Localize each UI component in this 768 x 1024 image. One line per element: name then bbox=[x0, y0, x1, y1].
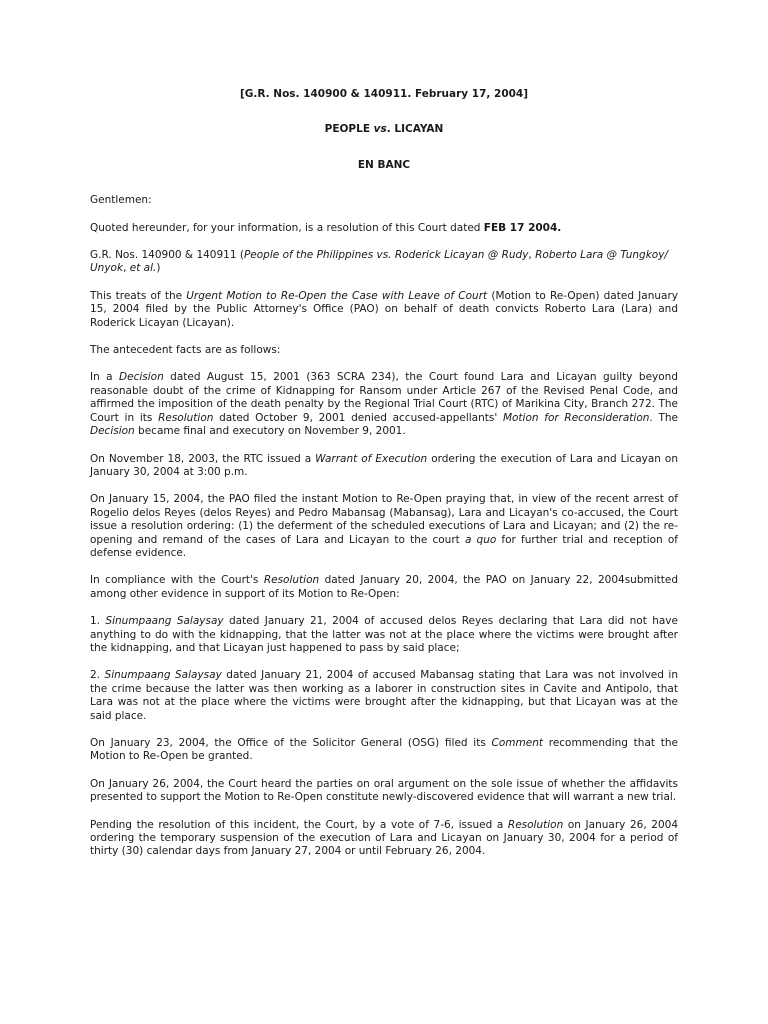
paragraph-osg bbox=[90, 737, 678, 764]
paragraph-hearing: On January 26, 2004, the Court heard the parties on oral argument on the sole issue of whether the affidavits presented to support the Motion to Re-Open constitute newly-discovered evidence that will warrant a new trial. bbox=[90, 777, 678, 804]
span-text: 2. bbox=[90, 669, 105, 682]
paragraph-warrant bbox=[90, 453, 678, 480]
span-italic: Warrant of Execution bbox=[315, 452, 428, 465]
span-text: ) bbox=[156, 262, 161, 275]
resolution-date: FEB 17 2004. bbox=[483, 221, 562, 234]
span-italic: et al. bbox=[129, 262, 157, 275]
case-title-b: . LICAYAN bbox=[386, 123, 444, 136]
case-reference: [G.R. Nos. 140900 & 140911. February 17, 2004] bbox=[239, 88, 529, 100]
span-italic: Resolution bbox=[263, 574, 320, 587]
span-text: On January 15, 2004, the PAO filed the instant Motion to Re-Open praying that, in view of the recent arrest of Rogelio delos Reyes (delos Reyes) and Pedro Mabansag (Mabansag), Lara and Licayan's co-accused, the Court issue a resolution ordering: (1) the deferment of the scheduled executions of Lara and Licayan; and (2) the re-opening and remand of the cases of Lara and Licayan to the court bbox=[90, 493, 678, 546]
paragraph-pending bbox=[90, 819, 678, 859]
paragraph-quoted bbox=[90, 222, 678, 235]
span-italic: a quo bbox=[464, 533, 497, 546]
span-text: dated October 9, 2001 denied accused-appellants' bbox=[213, 411, 503, 424]
span-italic: Decision bbox=[119, 371, 164, 384]
paragraph-compliance bbox=[90, 574, 678, 601]
span-text: on January 26, 2004 ordering the temporary suspension of the execution of Lara and Licayan on January 30, 2004 for a period of thirty (30) calendar days from January 27, 2004 or until February 26, 2004. bbox=[90, 818, 679, 858]
paragraph-quoted-text: Quoted hereunder, for your information, is a resolution of this Court dated bbox=[90, 221, 484, 234]
case-title bbox=[90, 123, 678, 136]
paragraph-gr bbox=[90, 249, 678, 276]
span-text: , bbox=[528, 249, 536, 262]
span-text: dated January 21, 2004 of accused delos Reyes declaring that Lara did not have anything to do with the kidnapping, that the latter was not at the place where the victims were brought after the kidnapping, and that Licayan just happened to pass by said place; bbox=[90, 615, 678, 654]
span-text: 1. bbox=[90, 615, 106, 628]
span-text: In a bbox=[90, 371, 120, 384]
span-text: (Motion to Re-Open) dated January 15, 2004 filed by the Public Attorney's Office (PAO) on behalf of death convicts Roberto Lara (Lara) and Roderick Licayan (Licayan). bbox=[90, 289, 678, 329]
division-label: EN BANC bbox=[357, 158, 411, 171]
span-text: dated January 20, 2004, the PAO on January 22, 2004submitted among other evidence in support of its Motion to Re-Open: bbox=[90, 574, 678, 600]
span-text: for further trial and reception of defense evidence. bbox=[90, 533, 678, 559]
span-italic: Comment bbox=[491, 737, 543, 749]
span-italic: Resolution bbox=[507, 818, 564, 831]
paragraph-treats bbox=[90, 290, 678, 330]
list-item-1 bbox=[90, 615, 678, 655]
salutation: Gentlemen: bbox=[90, 194, 152, 207]
span-text: Pending the resolution of this incident, the Court, by a vote of 7-6, issued a bbox=[90, 818, 508, 831]
span-italic: Sinumpaang Salaysay bbox=[105, 615, 224, 628]
span-text: G.R. Nos. 140900 & 140911 ( bbox=[90, 249, 244, 262]
span-italic: People of the Philippines vs. Roderick Licayan @ Rudy bbox=[243, 249, 529, 262]
document-page bbox=[90, 88, 678, 873]
case-title-vs: vs bbox=[373, 123, 387, 136]
span-text: , bbox=[123, 262, 130, 275]
span-italic: Motion for Reconsideration bbox=[502, 411, 650, 424]
span-text: dated August 15, 2001 (363 SCRA 234), the Court found Lara and Licayan guilty beyond reasonable doubt of the crime of Kidnapping for Ransom under Article 267 of the Revised Penal Code, and affirmed the imposition of the death penalty by the Regional Trial Court (RTC) of Marikina City, Branch 272. The Court in its bbox=[90, 371, 678, 424]
span-text: ordering the execution of Lara and Licayan on January 30, 2004 at 3:00 p.m. bbox=[90, 452, 678, 478]
span-text: On November 18, 2003, the RTC issued a bbox=[90, 452, 316, 465]
paragraph-decision bbox=[90, 371, 678, 438]
span-text: . The bbox=[649, 411, 678, 424]
span-text: recommending that the Motion to Re-Open be granted. bbox=[90, 737, 678, 763]
list-item-2 bbox=[90, 669, 678, 723]
span-text: In compliance with the Court's bbox=[90, 574, 264, 587]
span-italic: Roberto Lara @ Tungkoy/ Unyok bbox=[90, 249, 668, 275]
span-text: became final and executory on November 9, 2001. bbox=[134, 425, 406, 438]
paragraph-motion bbox=[90, 493, 678, 560]
span-italic: Sinumpaang Salaysay bbox=[104, 669, 222, 682]
span-italic: Decision bbox=[90, 425, 135, 438]
span-italic: Urgent Motion to Re-Open the Case with Leave of Court bbox=[186, 289, 488, 302]
span-text: dated January 21, 2004 of accused Mabansag stating that Lara was not involved in the crime because the latter was then working as a laborer in construction sites in Cavite and Antipolo, that Lara was not at the place where the victims were brought after the kidnapping, but that Licayan was at the said place. bbox=[90, 669, 678, 722]
span-text: This treats of the bbox=[90, 289, 187, 302]
span-italic: Resolution bbox=[158, 411, 214, 424]
paragraph-antecedent: The antecedent facts are as follows: bbox=[90, 344, 281, 357]
case-title-a: PEOPLE bbox=[324, 123, 374, 136]
span-text: On January 23, 2004, the Office of the Solicitor General (OSG) filed its bbox=[90, 737, 492, 749]
